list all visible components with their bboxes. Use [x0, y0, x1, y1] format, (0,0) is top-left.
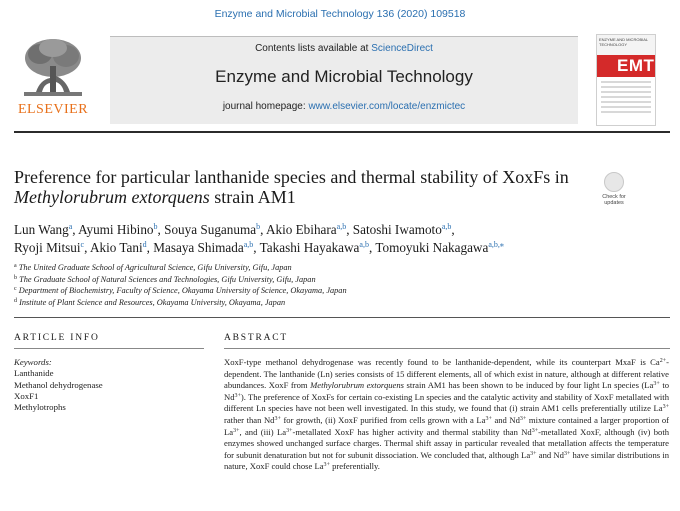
author-name[interactable]: Takashi Hayakawa [259, 239, 360, 255]
contents-prefix: Contents lists available at [255, 43, 372, 54]
author-name[interactable]: Tomoyuki Nakagawa [375, 239, 489, 255]
affiliation-mark: b [14, 274, 17, 281]
keyword-item: Lanthanide [14, 368, 54, 379]
affiliation-list [14, 262, 654, 308]
sciencedirect-link[interactable]: ScienceDirect [371, 43, 433, 54]
author-affiliation-mark[interactable]: c [80, 239, 85, 249]
affiliation-mark: d [14, 297, 17, 304]
check-for-updates-button[interactable] [597, 172, 631, 208]
affiliation-item [14, 274, 654, 286]
contents-availability [110, 43, 578, 54]
title-organism: Methylorubrum extorquens [14, 187, 210, 207]
author-name[interactable]: Lun Wang [14, 222, 69, 237]
affiliation-mark: c [14, 286, 17, 293]
keyword-item: XoxF1 [14, 390, 39, 401]
homepage-link[interactable]: www.elsevier.com/locate/enzmictec [308, 101, 466, 112]
author-list: Lun Wang$^a$, Ayumi Hibino$^b$, Souya Suganuma$^b$, Akio Ebihara$^{a,b}$, Satoshi Iwamoto$^{a,b}$, Ryoji Mitsui$^c$, Akio Tani$^d$, Masaya Shimada$^{a,b}$, Takashi Hayakawa$^{a,b}$, Tomoyuki Nakagawa$^{a,b,⁎}$ [14, 222, 504, 255]
keyword-item: Methylotrophs [14, 402, 66, 413]
author-affiliation-mark[interactable]: b [153, 222, 158, 231]
article-title [14, 167, 594, 207]
title-line1: Preference for particular lanthanide species and thermal stability of XoxFs in [14, 167, 569, 187]
affiliation-mark: a [14, 263, 17, 269]
affiliation-text: The United Graduate School of Agricultural Science, Gifu University, Gifu, Japan [18, 263, 292, 272]
affiliation-item [14, 285, 654, 297]
abstract-rule [224, 348, 670, 349]
affiliation-item [14, 262, 654, 274]
cover-abbrev: EMT [617, 56, 655, 75]
journal-citation[interactable]: Enzyme and Microbial Technology 136 (2020) 109518 [214, 8, 466, 20]
author-affiliation-mark[interactable]: a [68, 222, 73, 231]
elsevier-tree-icon [20, 36, 86, 98]
elsevier-logo[interactable] [14, 36, 92, 124]
author-affiliation-mark[interactable]: a,b [243, 239, 254, 249]
author-name[interactable]: Satoshi Iwamoto [352, 222, 442, 237]
author-affiliation-mark[interactable]: a,b [441, 222, 452, 231]
author-name[interactable]: Akio Tani [89, 239, 143, 255]
author-affiliation-mark[interactable]: a,b [359, 239, 369, 249]
homepage-prefix: journal homepage: [222, 101, 309, 112]
crossmark-icon [604, 172, 624, 192]
abstract-heading: ABSTRACT [224, 333, 289, 343]
author-affiliation-mark[interactable]: a,b,⁎ [488, 239, 504, 249]
cover-lines [601, 81, 651, 116]
author-name[interactable]: Ryoji Mitsui [14, 239, 81, 255]
journal-cover-thumbnail[interactable] [596, 34, 656, 126]
keywords-block [14, 357, 204, 413]
title-strain: strain AM1 [209, 187, 296, 207]
article-info-rule [14, 348, 204, 349]
affiliation-text: Department of Biochemistry, Faculty of Science, Okayama University of Science, Okayama, Japan [18, 286, 347, 296]
elsevier-wordmark: ELSEVIER [17, 102, 89, 117]
cover-title-text: ENZYME AND MICROBIAL TECHNOLOGY [597, 35, 655, 55]
author-affiliation-mark[interactable]: d [142, 239, 147, 249]
author-affiliation-mark[interactable]: a,b [336, 222, 347, 231]
keywords-label: Keywords: [14, 357, 52, 367]
author-name[interactable]: Masaya Shimada [153, 239, 244, 255]
section-divider [14, 317, 670, 318]
keyword-item: Methanol dehydrogenase [14, 379, 103, 390]
author-name[interactable]: Akio Ebihara [265, 222, 337, 237]
journal-homepage [110, 101, 578, 112]
header-divider [14, 131, 670, 133]
author-name[interactable]: Souya Suganuma [164, 222, 257, 237]
affiliation-text: The Graduate School of Natural Sciences and Technologies, Gifu University, Gifu, Japan [19, 274, 316, 284]
author-affiliation-mark[interactable]: b [256, 222, 261, 231]
author-name[interactable]: Ayumi Hibino [78, 222, 154, 237]
affiliation-item [14, 297, 654, 309]
crossmark-label: Check for updates [602, 194, 626, 206]
affiliation-text: Institute of Plant Science and Resources, Okayama University, Okayama, Japan [19, 297, 286, 307]
article-info-heading: ARTICLE INFO [14, 333, 100, 343]
abstract-text: XoxF-type methanol dehydrogenase was recently found to be lanthanide-dependent, while its counterpart MxaF is $Ca^{2+}$-dependent. The lanthanide (Ln) series consists of 15 different elements, all of which exist in nature, although at different relative abundances. XoxF from Methylorubrum extorquens strain AM1 has been shown to be induced by four light Ln species ($La^{3+}$ to $Nd^{3+}$). The preference of XoxFs for certain co-existing Ln species and the catalytic activity and stability of XoxF metallated with different Ln species have not been well investigated. In this study, we found that (i) strain AM1 cells preferentially utilize $La^{3+}$ rather than $Nd^{3+}$ for growth, (ii) XoxF purified from cells grown with a $La^{3+}$ and $Nd^{3+}$ mixture contained a larger proportion of $La^{3+}$, and (iii) $La^{3+}$-metallated XoxF has higher activity and thermal stability than $Nd^{3+}$-metallated XoxF, although (iv) both enzymes showed unchanged surface charges. Thermal shift assay in particular revealed that metallation affects the temperature for subunit denaturation but not for subunit dissociation. We concluded that, although $La^{3+}$ and $Nd^{3+}$ have similar distributions in nature, XoxF could chose $La^{3+}$ preferentially. [224, 357, 670, 472]
journal-masthead [14, 28, 670, 128]
journal-name: Enzyme and Microbial Technology [215, 67, 473, 86]
journal-banner [110, 36, 578, 124]
